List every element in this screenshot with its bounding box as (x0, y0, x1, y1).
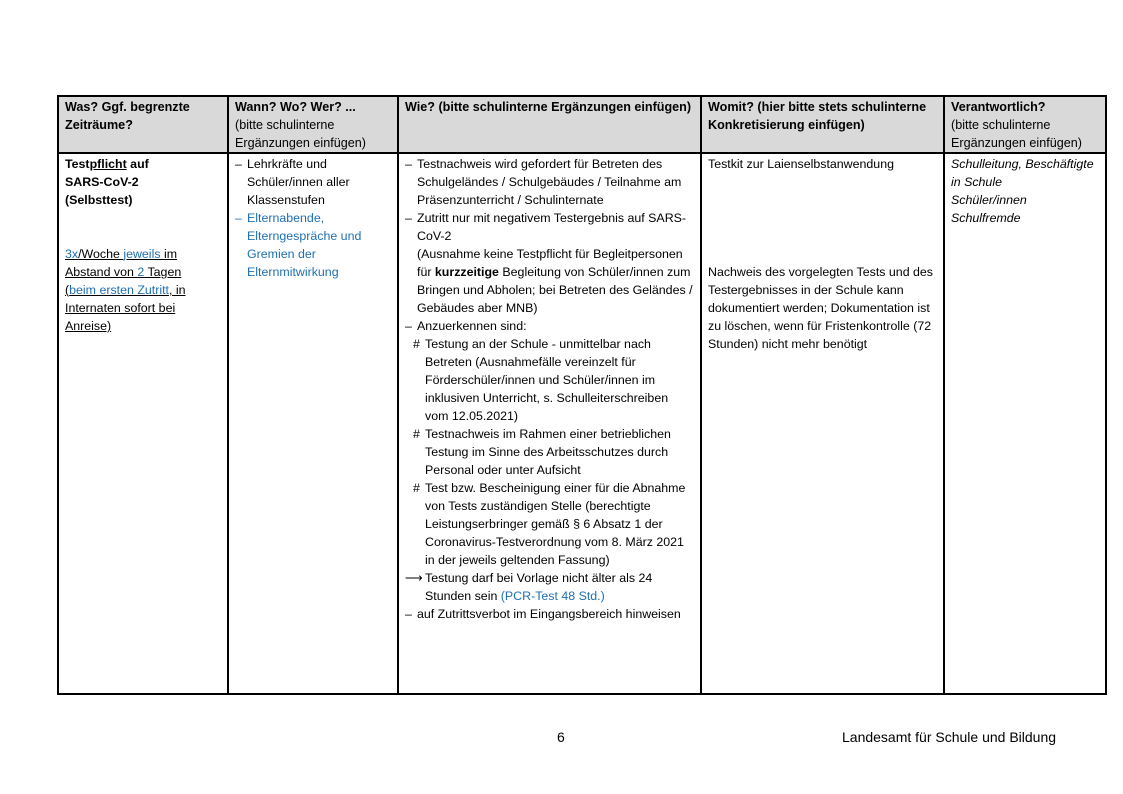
header-with-what: Womit? (hier bitte stets schulinterne Konkretisierung einfügen) (701, 96, 944, 153)
cell-with-what (701, 153, 944, 694)
list-item: – Anzuerkennen sind: (405, 319, 527, 333)
responsible-line: Schüler/innen (951, 193, 1027, 207)
list-item: – auf Zutrittsverbot im Eingangsbereich hinweisen (405, 607, 681, 621)
measures-table (57, 95, 1107, 695)
cell-when (228, 153, 398, 694)
header-how: Wie? (bitte schulinterne Ergänzungen einfügen) (398, 96, 701, 153)
exception-note: (Ausnahme keine Testpflicht für Begleitpersonen für kurzzeitige Begleitung von Schüler/innen zum Bringen und Abholen; bei Betreten des Geländes / Gebäudes aber MNB) (417, 247, 693, 315)
table-header-row (58, 96, 1106, 153)
table-row (58, 153, 1106, 694)
documentation-text: Nachweis des vorgelegten Tests und des Testergebnisses in der Schule kann dokumentiert werden; Dokumentation ist zu löschen, wenn für Fristenkontrolle (72 Stunden) nicht mehr benötigt (708, 265, 934, 351)
cell-responsible (944, 153, 1106, 694)
sub-list-item: # Testnachweis im Rahmen einer betrieblichen Testung im Sinne des Arbeitsschutzes durch Personal oder unter Aufsicht (413, 427, 671, 477)
arrow-right-icon: ⟶ (405, 571, 423, 585)
cell-what (58, 153, 228, 694)
list-item: – Lehrkräfte und Schüler/innen aller Klassenstufen (235, 157, 350, 207)
testpflicht-title: Testpflicht auf (65, 157, 149, 171)
responsible-line: Schulleitung, Beschäftigte in Schule (951, 157, 1094, 189)
list-item: – Elternabende, Elterngespräche und Gremien der Elternmitwirkung (235, 211, 362, 279)
responsible-line: Schulfremde (951, 211, 1021, 225)
frequency-text: 3x/Woche jeweils im Abstand von 2 Tagen (beim ersten Zutritt, in Internaten sofort bei Anreise) (65, 247, 186, 333)
list-item: – Testnachweis wird gefordert für Betreten des Schulgeländes / Schulgebäudes / Teilnahme am Präsenzunterricht / Schulinternate (405, 157, 682, 207)
selbsttest-label: (Selbsttest) (65, 193, 133, 207)
list-item: – Zutritt nur mit negativem Testergebnis auf SARS-CoV-2 (405, 211, 687, 243)
header-when: Wann? Wo? Wer? ... (bitte schulinterne Ergänzungen einfügen) (228, 96, 398, 153)
footer-organization: Landesamt für Schule und Bildung (842, 729, 1057, 745)
testkit-text: Testkit zur Laienselbstanwendung (708, 157, 894, 171)
header-responsible: Verantwortlich? (bitte schulinterne Ergänzungen einfügen) (944, 96, 1106, 153)
header-what: Was? Ggf. begrenzte Zeiträume? (58, 96, 228, 153)
sars-label: SARS-CoV-2 (65, 175, 139, 189)
sub-list-item: # Testung an der Schule - unmittelbar nach Betreten (Ausnahmefälle vereinzelt für Förderschüler/innen und Schüler/innen im inklusiven Unterricht, s. Schulleiterschreiben vom 12.05.2021) (413, 337, 669, 423)
sub-list-item: # Test bzw. Bescheinigung einer für die Abnahme von Tests zuständigen Stelle (berechtigte Leistungserbringer gemäß § 6 Absatz 1 der Coronavirus-Testverordnung vom 8. März 2021 in der jeweils geltenden Fassung) (413, 481, 686, 567)
arrow-note: ⟶ Testung darf bei Vorlage nicht älter als 24 Stunden sein (PCR-Test 48 Std.) (405, 571, 653, 603)
cell-how (398, 153, 701, 694)
page-number: 6 (557, 729, 565, 745)
